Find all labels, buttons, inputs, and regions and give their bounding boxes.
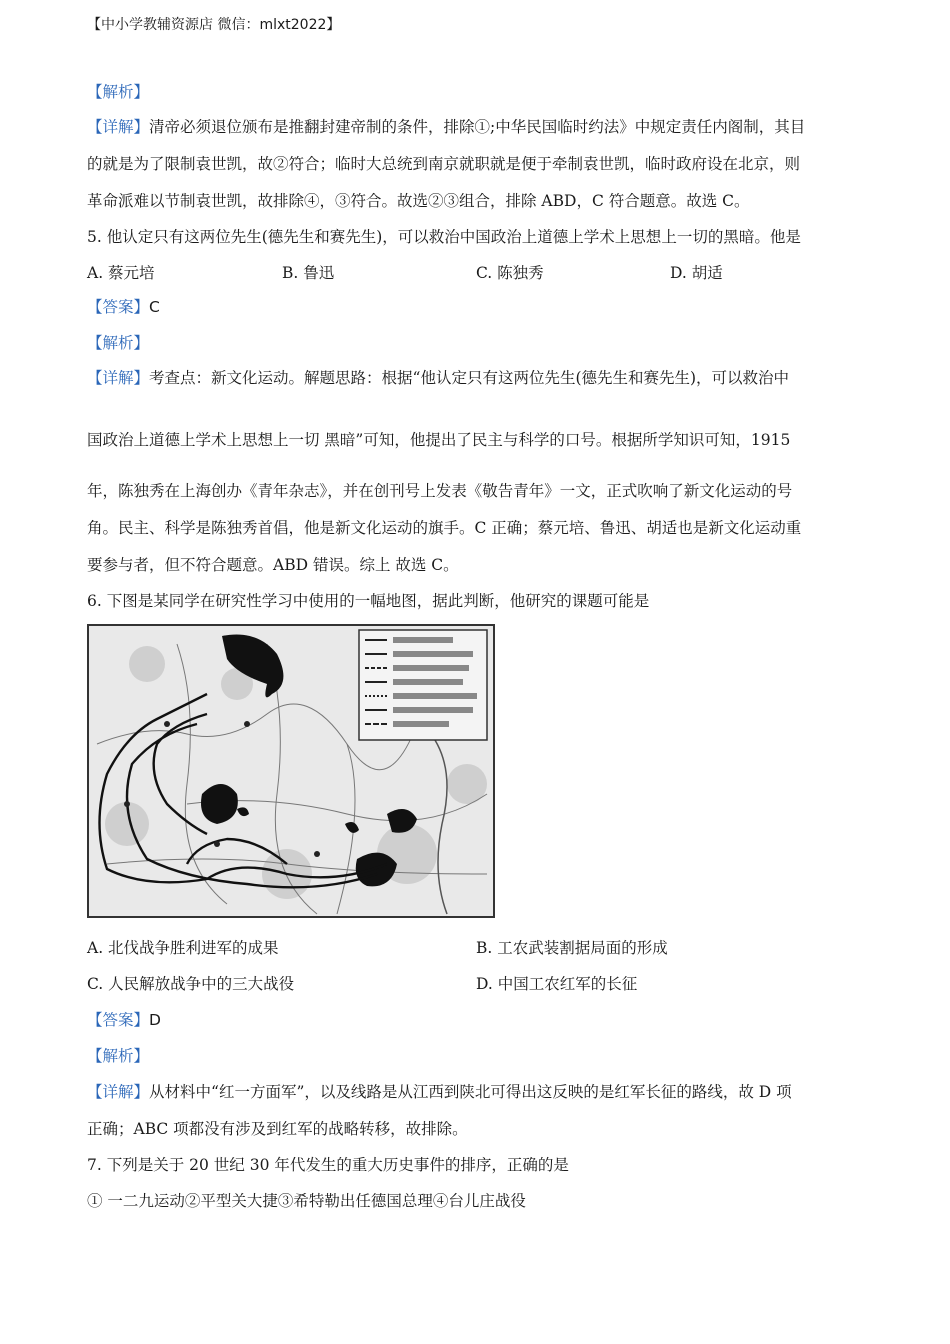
q5-option-c: C. 陈独秀: [476, 264, 544, 282]
q6-option-c: C. 人民解放战争中的三大战役: [87, 975, 295, 993]
map-illustration: [87, 624, 495, 918]
q4-detail-line-3: 革命派难以节制袁世凯，故排除④，③符合。故选②③组合，排除 ABD，C 符合题意。故选 C。: [87, 192, 750, 210]
q6-option-b: B. 工农武装割据局面的形成: [476, 939, 668, 957]
q5-detail-line-2: 国政治上道德上学术上思想上一切 黑暗”可知，他提出了民主与科学的口号。根据所学知识可知，1915: [87, 431, 791, 449]
q7-stem: 7. 下列是关于 20 世纪 30 年代发生的重大历史事件的排序，正确的是: [87, 1156, 569, 1174]
q4-analysis-tag: 【解析】: [87, 83, 150, 101]
q5-detail-line-3: 年，陈独秀在上海创办《青年杂志》，并在创刊号上发表《敬告青年》一文，正式吹响了新文化运动的号: [87, 482, 793, 500]
q5-answer: 【答案】C: [87, 298, 160, 316]
q6-detail-line-2: 正确；ABC 项都没有涉及到红军的战略转移，故排除。: [87, 1120, 468, 1138]
q6-option-d: D. 中国工农红军的长征: [476, 975, 638, 993]
q5-option-b: B. 鲁迅: [282, 264, 335, 282]
q4-detail-line-1: 【详解】清帝必须退位颁布是推翻封建帝制的条件，排除①;中华民国临时约法》中规定责任内阁制，其目: [87, 118, 806, 136]
q5-analysis-tag: 【解析】: [87, 334, 150, 352]
q5-detail-line-1: 【详解】考查点：新文化运动。解题思路：根据“他认定只有这两位先生(德先生和赛先生)，可以救治中: [87, 369, 790, 387]
q6-stem: 6. 下图是某同学在研究性学习中使用的一幅地图，据此判断，他研究的课题可能是: [87, 592, 650, 610]
q5-option-a: A. 蔡元培: [87, 264, 155, 282]
q4-detail-line-2: 的就是为了限制袁世凯，故②符合；临时大总统到南京就职就是便于牵制袁世凯，临时政府设在北京，则: [87, 155, 801, 173]
q4-detail-tag: 【详解】: [87, 118, 150, 136]
q5-detail-line-5: 要参与者，但不符合题意。ABD 错误。综上 故选 C。: [87, 556, 459, 574]
q6-detail-line-1: 【详解】从材料中“红一方面军”，以及线路是从江西到陕北可得出这反映的是红军长征的路线，故 D 项: [87, 1083, 792, 1101]
long-march-map-image: [87, 624, 495, 918]
page-header-watermark: 【中小学教辅资源店 微信：mlxt2022】: [87, 17, 341, 33]
q6-option-a: A. 北伐战争胜利进军的成果: [87, 939, 279, 957]
q6-analysis-tag: 【解析】: [87, 1047, 150, 1065]
q5-option-d: D. 胡适: [670, 264, 723, 282]
q6-answer: 【答案】D: [87, 1011, 161, 1029]
q5-detail-line-4: 角。民主、科学是陈独秀首倡，他是新文化运动的旗手。C 正确；蔡元培、鲁迅、胡适也是新文化运动重: [87, 519, 802, 537]
q5-stem: 5. 他认定只有这两位先生(德先生和赛先生)，可以救治中国政治上道德上学术上思想上一切的黑暗。他是: [87, 228, 801, 246]
q7-items: ① 一二九运动②平型关大捷③希特勒出任德国总理④台儿庄战役: [87, 1192, 526, 1210]
